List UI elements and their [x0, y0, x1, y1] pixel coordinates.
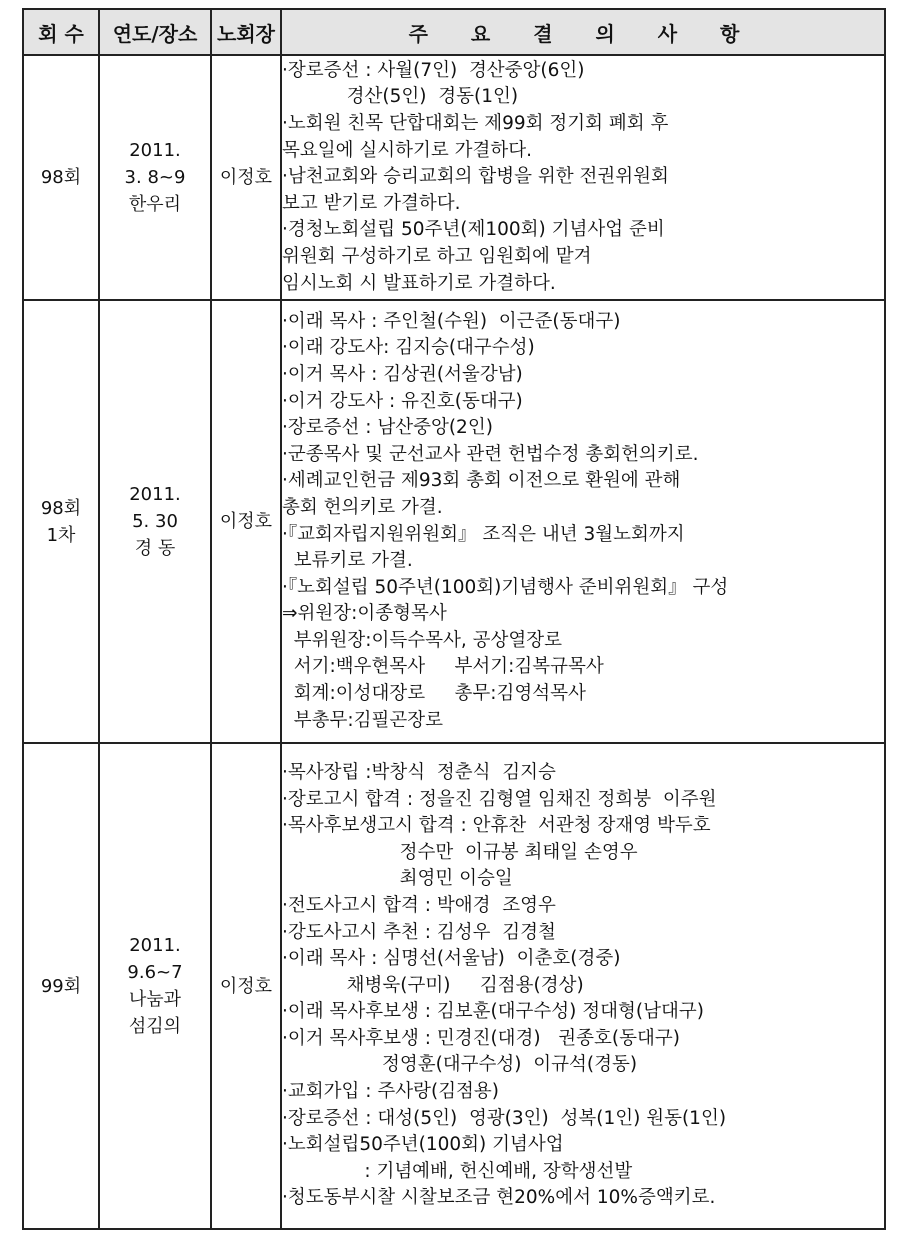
date-text: 3. 8~9 [124, 167, 186, 188]
decision-line: ·장로증선 : 대성(5인) 영광(3인) 성복(1인) 원동(1인) [282, 1107, 727, 1129]
decisions-cell [281, 300, 885, 743]
decision-line: ·장로증선 : 남산중앙(2인) [282, 417, 493, 439]
decision-line: ·노회설립50주년(100회) 기념사업 [282, 1134, 564, 1156]
decision-line: ·이래 목사 : 주인철(수원) 이근준(동대구) [282, 310, 621, 332]
header-year-place: 연도/장소 [99, 9, 211, 55]
decision-line: ·남천교회와 승리교회의 합병을 위한 전권위원회 [282, 166, 669, 188]
decision-line: 경산(5인) 경동(1인) [282, 86, 519, 108]
decision-line: ·이래 목사후보생 : 김보훈(대구수성) 정대형(남대구) [282, 1001, 704, 1023]
table-row [23, 300, 885, 743]
session-text: 98회 [40, 167, 82, 188]
decision-line: ·장로고시 합격 : 정을진 김형열 임채진 정희붕 이주원 [282, 788, 717, 810]
session-sub-text: 1차 [46, 524, 76, 546]
decision-line: 채병욱(구미) 김점용(경상) [282, 974, 584, 996]
decision-line: ·경청노회설립 50주년(제100회) 기념사업 준비 [282, 219, 665, 241]
header-moderator: 노회장 [211, 9, 281, 55]
moderator-cell: 이정호 [211, 300, 281, 743]
decision-line: ·이래 목사 : 심명선(서울남) 이춘호(경중) [282, 948, 621, 970]
decision-line: ·교회가입 : 주사랑(김점용) [282, 1081, 500, 1103]
place-text: 경 동 [134, 538, 176, 559]
header-decisions: 주 요 결 의 사 항 [281, 9, 885, 55]
decision-line: 임시노회 시 발표하기로 가결하다. [282, 272, 556, 294]
year-text: 2011. [129, 935, 181, 956]
decision-line: ·장로증선 : 사월(7인) 경산중앙(6인) [282, 59, 585, 81]
year-place-cell [99, 300, 211, 743]
decision-line: ·이거 강도사 : 유진호(동대구) [282, 390, 523, 412]
moderator-cell: 이정호 [211, 743, 281, 1229]
table-row [23, 55, 885, 300]
decision-line: 보류키로 가결. [282, 550, 413, 572]
place-text: 섬김의 [128, 1016, 182, 1037]
decision-line: 정영훈(대구수성) 이규석(경동) [282, 1054, 638, 1076]
year-text: 2011. [129, 484, 181, 505]
decision-line: 보고 받기로 가결하다. [282, 192, 461, 214]
decision-line: ·전도사고시 합격 : 박애경 조영우 [282, 894, 556, 916]
decision-line: ·이래 강도사: 김지승(대구수성) [282, 337, 535, 359]
decision-line: 부총무:김필곤장로 [282, 709, 443, 731]
decisions-cell [281, 55, 885, 300]
moderator-cell: 이정호 [211, 55, 281, 300]
year-place-cell [99, 55, 211, 300]
session-cell [23, 55, 99, 300]
place-text: 나눔과 [128, 989, 182, 1010]
decision-line: ·세례교인헌금 제93회 총회 이전으로 환원에 관해 [282, 470, 681, 492]
date-text: 5. 30 [132, 511, 178, 532]
decision-line: ·군종목사 및 군선교사 관련 헌법수정 총회헌의키로. [282, 443, 699, 465]
session-text: 99회 [40, 975, 82, 997]
header-row [23, 9, 885, 55]
year-place-cell [99, 743, 211, 1229]
session-cell [23, 300, 99, 743]
decision-line: ·이거 목사후보생 : 민경진(대경) 권종호(동대구) [282, 1027, 680, 1049]
decision-line: ·목사장립 :박창식 정춘식 김지승 [282, 761, 556, 783]
decision-line: ⇒위원장:이종형목사 [282, 603, 447, 625]
decision-line: ·이거 목사 : 김상권(서울강남) [282, 363, 523, 385]
decision-line: 총회 헌의키로 가결. [282, 496, 443, 518]
year-text: 2011. [129, 140, 181, 161]
decision-line: ·청도동부시찰 시찰보조금 현20%에서 10%증액키로. [282, 1187, 716, 1209]
place-text: 한우리 [128, 194, 182, 215]
decision-line: 위원회 구성하기로 하고 임원회에 맡겨 [282, 245, 592, 267]
decision-line: 목요일에 실시하기로 가결하다. [282, 139, 532, 161]
decision-line: ·목사후보생고시 합격 : 안휴찬 서관청 장재영 박두호 [282, 815, 711, 837]
session-text: 98회 [40, 497, 82, 519]
decision-line: ·『교회자립지원위원회』 조직은 내년 3월노회까지 [282, 523, 685, 545]
date-text: 9.6~7 [127, 962, 183, 983]
decision-line: : 기념예배, 헌신예배, 장학생선발 [282, 1160, 633, 1182]
decision-line: ·『노회설립 50주년(100회)기념행사 준비위원회』 구성 [282, 576, 729, 598]
minutes-table [22, 8, 886, 1230]
session-cell [23, 743, 99, 1229]
decision-line: 정수만 이규봉 최태일 손영우 [282, 841, 638, 863]
decision-line: 부위원장:이득수목사, 공상열장로 [282, 629, 562, 651]
decisions-cell [281, 743, 885, 1229]
decision-line: 회계:이성대장로 총무:김영석목사 [282, 683, 586, 705]
decision-line: 서기:백우현목사 부서기:김복규목사 [282, 656, 604, 678]
decision-line: ·노회원 친목 단합대회는 제99회 정기회 폐회 후 [282, 113, 669, 135]
decision-line: 최영민 이승일 [282, 868, 513, 890]
header-session: 회 수 [23, 9, 99, 55]
table-row [23, 743, 885, 1229]
decision-line: ·강도사고시 추천 : 김성우 김경철 [282, 921, 556, 943]
